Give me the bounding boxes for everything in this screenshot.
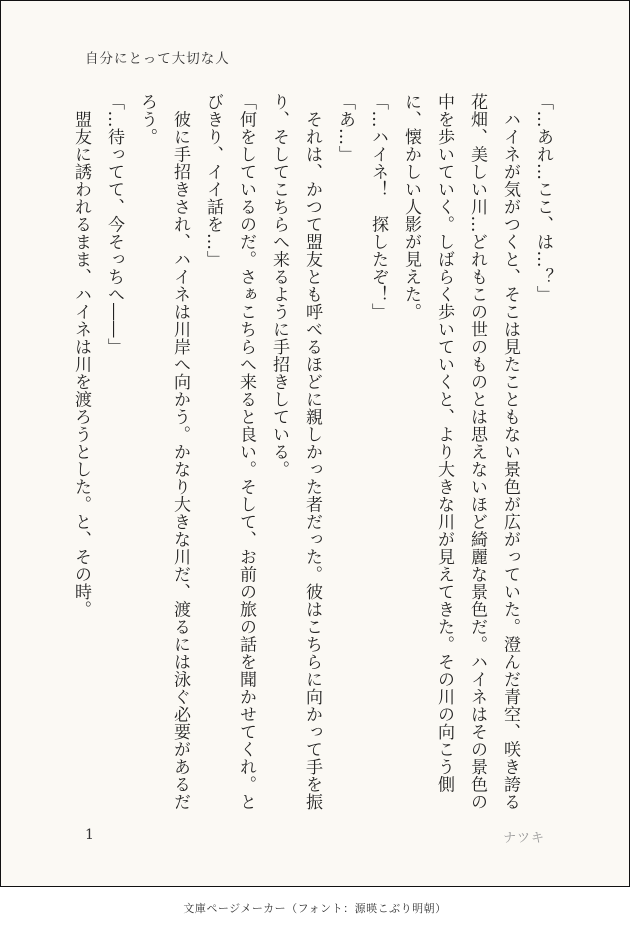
- paragraph-9: 盟友に誘われるまま、ハイネは川を渡ろうとした。と、その時。: [71, 93, 91, 618]
- page-title: 自分にとって大切な人: [85, 51, 230, 67]
- paragraph-3: 「…ハイネ！ 探したぞ！」: [368, 93, 388, 321]
- page-number: 1: [85, 827, 94, 843]
- paragraph-5: それは、かつて盟友とも呼べるほどに親しかった者だった。彼はこちらに向かって手を振り、そしてこちらへ来るように手招きしている。: [269, 93, 322, 811]
- paragraph-7: 彼に手招きされ、ハイネは川岸へ向かう。かなり大きな川だ、渡るには泳ぐ必要があるだろう。: [137, 93, 190, 811]
- author-name: ナツキ: [503, 831, 545, 846]
- paragraph-2: ハイネが気がつくと、そこは見たこともない景色が広がっていた。澄んだ青空、咲き誇る花畑、美しい川…どれもこの世のものとは思えないほど綺麗な景色だ。ハイネはその景色の中を歩いていく。しばらく歩いていくと、より大きな川が見えてきた。その川の向こう側に、懐かしい人影が見えた。: [401, 93, 520, 811]
- paragraph-1: 「…あれ…ここ、は…？」: [533, 93, 553, 303]
- paragraph-4: 「あ…」: [335, 93, 355, 163]
- paragraph-6: 「何をしているのだ。さぁこちらへ来ると良い。そして、お前の旅の話を聞かせてくれ。とびきり、イイ話を…」: [203, 93, 256, 811]
- vertical-body-text: [71, 93, 559, 813]
- footer-credit: 文庫ページメーカー（フォント：源暎こぶり明朝）: [183, 902, 447, 915]
- paragraph-8: 「…待ってて、今そっちへ――」: [104, 93, 124, 356]
